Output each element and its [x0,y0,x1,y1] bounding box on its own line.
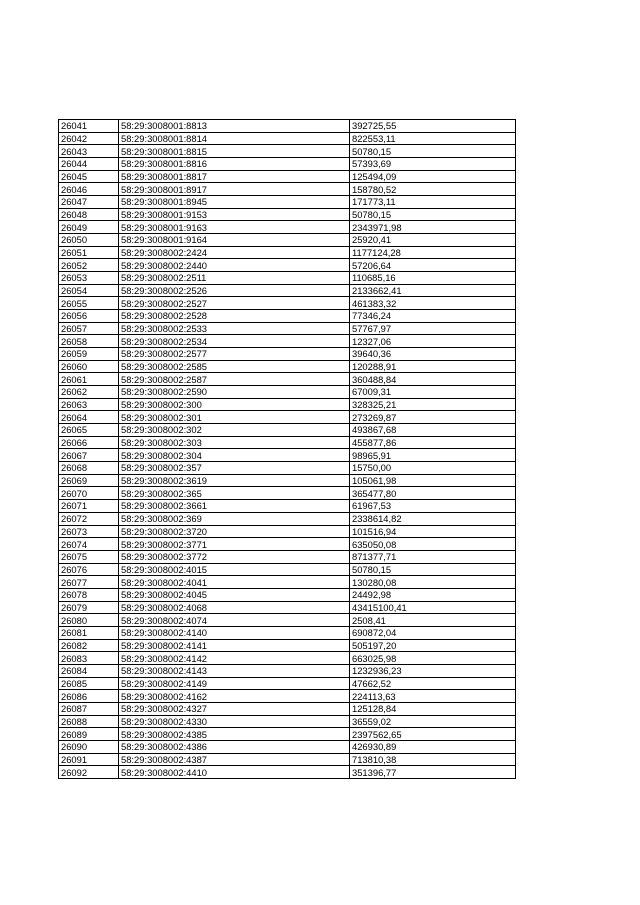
value-cell: 24492,98 [350,588,516,601]
row-number-cell: 26050 [59,234,119,247]
table-row [59,234,516,247]
value-cell: 505197,20 [350,639,516,652]
row-number-cell: 26051 [59,246,119,259]
value-cell: 493867,68 [350,424,516,437]
value-cell: 328325,21 [350,398,516,411]
table-row [59,512,516,525]
table-row [59,664,516,677]
row-number-cell: 26047 [59,196,119,209]
row-number-cell: 26082 [59,639,119,652]
table-row [59,272,516,285]
cadastral-number-cell: 58:29:3008002:2587 [119,373,350,386]
table-row [59,348,516,361]
value-cell: 273269,87 [350,411,516,424]
row-number-cell: 26062 [59,386,119,399]
row-number-cell: 26078 [59,588,119,601]
table-row [59,424,516,437]
cadastral-number-cell: 58:29:3008002:2526 [119,284,350,297]
row-number-cell: 26073 [59,525,119,538]
value-cell: 110685,16 [350,272,516,285]
value-cell: 455877,86 [350,436,516,449]
row-number-cell: 26072 [59,512,119,525]
table-row [59,550,516,563]
cadastral-number-cell: 58:29:3008002:365 [119,487,350,500]
value-cell: 61967,53 [350,500,516,513]
row-number-cell: 26044 [59,158,119,171]
value-cell: 871377,71 [350,550,516,563]
value-cell: 101516,94 [350,525,516,538]
table-row [59,246,516,259]
row-number-cell: 26055 [59,297,119,310]
value-cell: 125128,84 [350,702,516,715]
cadastral-number-cell: 58:29:3008001:8814 [119,132,350,145]
cadastral-number-cell: 58:29:3008002:3771 [119,538,350,551]
value-cell: 365477,80 [350,487,516,500]
value-cell: 426930,89 [350,740,516,753]
row-number-cell: 26092 [59,766,119,779]
row-number-cell: 26052 [59,259,119,272]
value-cell: 360488,84 [350,373,516,386]
cadastral-number-cell: 58:29:3008002:2440 [119,259,350,272]
row-number-cell: 26059 [59,348,119,361]
cadastral-number-cell: 58:29:3008001:8917 [119,183,350,196]
table-row [59,120,516,133]
table-row [59,158,516,171]
value-cell: 392725,55 [350,120,516,133]
row-number-cell: 26069 [59,474,119,487]
value-cell: 822553,11 [350,132,516,145]
value-cell: 39640,36 [350,348,516,361]
cadastral-number-cell: 58:29:3008002:357 [119,462,350,475]
row-number-cell: 26042 [59,132,119,145]
cadastral-number-cell: 58:29:3008002:4068 [119,601,350,614]
cadastral-number-cell: 58:29:3008002:3720 [119,525,350,538]
table-row [59,183,516,196]
value-cell: 50780,15 [350,145,516,158]
cadastral-number-cell: 58:29:3008002:3619 [119,474,350,487]
value-cell: 351396,77 [350,766,516,779]
value-cell: 57206,64 [350,259,516,272]
cadastral-number-cell: 58:29:3008001:9153 [119,208,350,221]
cadastral-number-cell: 58:29:3008002:4015 [119,563,350,576]
value-cell: 2397562,65 [350,728,516,741]
cadastral-number-cell: 58:29:3008002:4140 [119,626,350,639]
table-row [59,487,516,500]
cadastral-number-cell: 58:29:3008002:4045 [119,588,350,601]
value-cell: 690872,04 [350,626,516,639]
row-number-cell: 26065 [59,424,119,437]
table-row [59,322,516,335]
value-cell: 50780,15 [350,563,516,576]
value-cell: 130280,08 [350,576,516,589]
row-number-cell: 26066 [59,436,119,449]
table-row [59,449,516,462]
cadastral-number-cell: 58:29:3008002:4149 [119,677,350,690]
row-number-cell: 26058 [59,335,119,348]
value-cell: 120288,91 [350,360,516,373]
table-row [59,335,516,348]
cadastral-number-cell: 58:29:3008001:8945 [119,196,350,209]
row-number-cell: 26087 [59,702,119,715]
row-number-cell: 26079 [59,601,119,614]
table-row [59,588,516,601]
cadastral-number-cell: 58:29:3008002:2511 [119,272,350,285]
table-row [59,576,516,589]
cadastral-number-cell: 58:29:3008002:304 [119,449,350,462]
table-row [59,462,516,475]
table-row [59,474,516,487]
table-row [59,373,516,386]
cadastral-number-cell: 58:29:3008001:8816 [119,158,350,171]
cadastral-number-cell: 58:29:3008002:4074 [119,614,350,627]
value-cell: 2343971,98 [350,221,516,234]
row-number-cell: 26074 [59,538,119,551]
table-row [59,284,516,297]
row-number-cell: 26077 [59,576,119,589]
cadastral-number-cell: 58:29:3008002:2528 [119,310,350,323]
cadastral-number-cell: 58:29:3008002:2585 [119,360,350,373]
cadastral-number-cell: 58:29:3008002:2527 [119,297,350,310]
table-row [59,310,516,323]
table-row [59,652,516,665]
row-number-cell: 26043 [59,145,119,158]
row-number-cell: 26056 [59,310,119,323]
cadastral-number-cell: 58:29:3008002:369 [119,512,350,525]
cadastral-number-cell: 58:29:3008002:4143 [119,664,350,677]
row-number-cell: 26049 [59,221,119,234]
row-number-cell: 26063 [59,398,119,411]
value-cell: 57393,69 [350,158,516,171]
value-cell: 50780,15 [350,208,516,221]
row-number-cell: 26071 [59,500,119,513]
table-row [59,208,516,221]
value-cell: 125494,09 [350,170,516,183]
value-cell: 663025,98 [350,652,516,665]
row-number-cell: 26084 [59,664,119,677]
table-row [59,690,516,703]
row-number-cell: 26076 [59,563,119,576]
data-table [58,119,516,779]
table-row [59,386,516,399]
cadastral-number-cell: 58:29:3008002:4385 [119,728,350,741]
value-cell: 158780,52 [350,183,516,196]
value-cell: 2338614,82 [350,512,516,525]
value-cell: 47662,52 [350,677,516,690]
table-row [59,601,516,614]
row-number-cell: 26075 [59,550,119,563]
cadastral-number-cell: 58:29:3008002:2534 [119,335,350,348]
row-number-cell: 26083 [59,652,119,665]
cadastral-number-cell: 58:29:3008001:8817 [119,170,350,183]
cadastral-number-cell: 58:29:3008002:4327 [119,702,350,715]
row-number-cell: 26085 [59,677,119,690]
cadastral-number-cell: 58:29:3008002:3661 [119,500,350,513]
cadastral-number-cell: 58:29:3008001:9163 [119,221,350,234]
cadastral-number-cell: 58:29:3008002:4387 [119,753,350,766]
row-number-cell: 26068 [59,462,119,475]
value-cell: 25920,41 [350,234,516,247]
table-row [59,563,516,576]
value-cell: 43415100,41 [350,601,516,614]
value-cell: 36559,02 [350,715,516,728]
row-number-cell: 26054 [59,284,119,297]
cadastral-number-cell: 58:29:3008001:8815 [119,145,350,158]
row-number-cell: 26067 [59,449,119,462]
value-cell: 15750,00 [350,462,516,475]
table-row [59,170,516,183]
table-row [59,614,516,627]
cadastral-number-cell: 58:29:3008002:2424 [119,246,350,259]
cadastral-number-cell: 58:29:3008001:9164 [119,234,350,247]
table-row [59,297,516,310]
cadastral-number-cell: 58:29:3008002:4162 [119,690,350,703]
table-row [59,500,516,513]
table-row [59,626,516,639]
cadastral-number-cell: 58:29:3008002:4386 [119,740,350,753]
cadastral-number-cell: 58:29:3008002:4330 [119,715,350,728]
table-row [59,677,516,690]
row-number-cell: 26081 [59,626,119,639]
table-row [59,436,516,449]
cadastral-number-cell: 58:29:3008002:4141 [119,639,350,652]
row-number-cell: 26048 [59,208,119,221]
value-cell: 224113,63 [350,690,516,703]
table-body [59,120,516,779]
cadastral-number-cell: 58:29:3008002:302 [119,424,350,437]
row-number-cell: 26064 [59,411,119,424]
cadastral-number-cell: 58:29:3008002:3772 [119,550,350,563]
cadastral-number-cell: 58:29:3008002:2590 [119,386,350,399]
cadastral-number-cell: 58:29:3008002:4142 [119,652,350,665]
table-row [59,753,516,766]
value-cell: 57767,97 [350,322,516,335]
cadastral-number-cell: 58:29:3008002:4410 [119,766,350,779]
value-cell: 2133662,41 [350,284,516,297]
row-number-cell: 26045 [59,170,119,183]
row-number-cell: 26088 [59,715,119,728]
table-row [59,766,516,779]
value-cell: 635050,08 [350,538,516,551]
row-number-cell: 26053 [59,272,119,285]
table-row [59,411,516,424]
row-number-cell: 26091 [59,753,119,766]
value-cell: 98965,91 [350,449,516,462]
row-number-cell: 26080 [59,614,119,627]
table-row [59,639,516,652]
cadastral-number-cell: 58:29:3008002:2533 [119,322,350,335]
table-row [59,538,516,551]
table-row [59,525,516,538]
cadastral-number-cell: 58:29:3008002:300 [119,398,350,411]
value-cell: 461383,32 [350,297,516,310]
value-cell: 12327,06 [350,335,516,348]
cadastral-number-cell: 58:29:3008002:2577 [119,348,350,361]
cadastral-number-cell: 58:29:3008002:301 [119,411,350,424]
cadastral-number-cell: 58:29:3008002:303 [119,436,350,449]
table-row [59,715,516,728]
table-row [59,360,516,373]
row-number-cell: 26061 [59,373,119,386]
table-row [59,259,516,272]
row-number-cell: 26041 [59,120,119,133]
table-row [59,221,516,234]
table-row [59,702,516,715]
table-row [59,145,516,158]
table-row [59,740,516,753]
table-row [59,196,516,209]
row-number-cell: 26057 [59,322,119,335]
table-row [59,728,516,741]
row-number-cell: 26086 [59,690,119,703]
row-number-cell: 26046 [59,183,119,196]
row-number-cell: 26070 [59,487,119,500]
cadastral-number-cell: 58:29:3008001:8813 [119,120,350,133]
row-number-cell: 26090 [59,740,119,753]
row-number-cell: 26060 [59,360,119,373]
value-cell: 67009,31 [350,386,516,399]
value-cell: 713810,38 [350,753,516,766]
value-cell: 105061,98 [350,474,516,487]
value-cell: 171773,11 [350,196,516,209]
value-cell: 2508,41 [350,614,516,627]
table-row [59,398,516,411]
spreadsheet-page [58,119,515,779]
cadastral-number-cell: 58:29:3008002:4041 [119,576,350,589]
row-number-cell: 26089 [59,728,119,741]
value-cell: 77346,24 [350,310,516,323]
table-row [59,132,516,145]
value-cell: 1177124,28 [350,246,516,259]
value-cell: 1232936,23 [350,664,516,677]
